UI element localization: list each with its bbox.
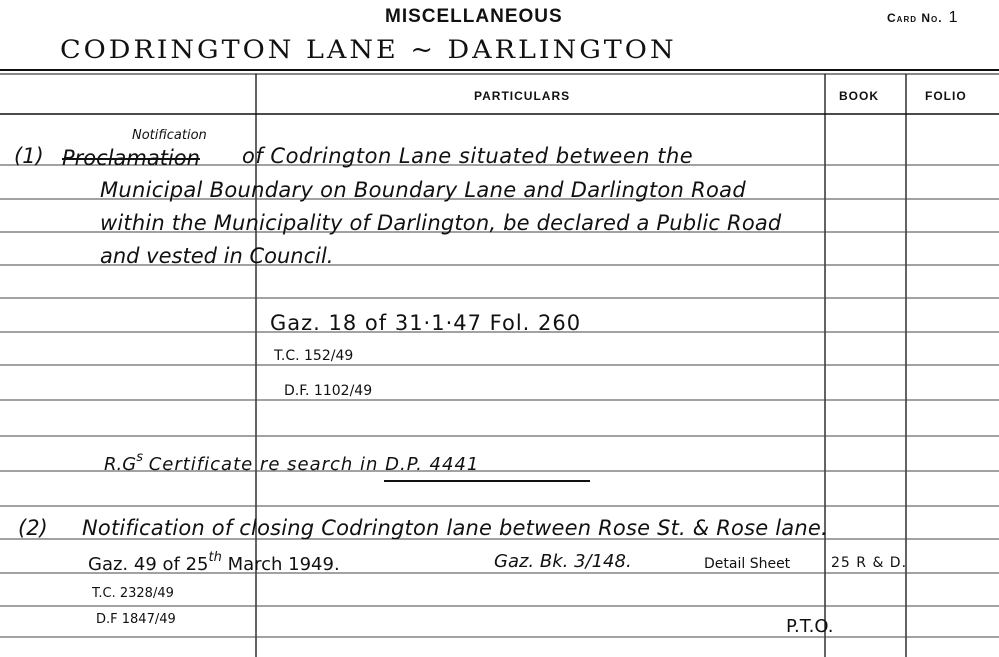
road-title: CODRINGTON LANE ~ DARLINGTON [60, 36, 677, 65]
entry1-line3: within the Municipality of Darlington, be declared a Public Road [100, 211, 782, 235]
entry1-insert-word: Notification [132, 128, 207, 143]
entry2-book-ref: 25 R & D. [831, 555, 908, 571]
entry2-gaz-sup: th [208, 550, 222, 565]
column-header-book: BOOK [839, 89, 879, 103]
entry2-df-ref: D.F 1847/49 [96, 612, 176, 627]
card-category-title: MISCELLANEOUS [385, 6, 563, 27]
entry1-gazette-ref: Gaz. 18 of 31·1·47 Fol. 260 [270, 311, 582, 335]
entry1-struck-word: Proclamation [62, 146, 200, 170]
entry1-rg-text: Certificate re search in D.P. 4441 [148, 454, 480, 475]
entry1-rg-sup: s [136, 450, 143, 465]
entry1-tc-ref: T.C. 152/49 [274, 348, 354, 364]
entry2-tc-ref: T.C. 2328/49 [92, 586, 174, 601]
entry1-rg-certificate [104, 450, 479, 475]
card-number-value: 1 [948, 9, 959, 26]
entry2-gaz-prefix: Gaz. 49 of 25 [88, 554, 209, 575]
entry1-line1: of Codrington Lane situated between the [242, 144, 694, 168]
entry1-line2: Municipal Boundary on Boundary Lane and Darlington Road [100, 178, 746, 202]
entry2-gaz-rest: March 1949. [227, 554, 340, 575]
entry2-line1: Notification of closing Codrington lane between Rose St. & Rose lane. [82, 516, 828, 540]
entry2-detail-sheet: Detail Sheet [704, 556, 791, 572]
card-number-label [887, 9, 958, 27]
entry2-gaz-book: Gaz. Bk. 3/148. [494, 551, 632, 572]
entry1-rg-prefix: R.G [104, 454, 137, 475]
entry1-line4: and vested in Council. [100, 244, 334, 268]
entry2-pto: P.T.O. [786, 616, 834, 637]
entry1-number: (1) [14, 144, 44, 168]
entry1-df-ref: D.F. 1102/49 [284, 383, 373, 399]
entry2-gazette-ref [88, 550, 340, 575]
column-header-folio: FOLIO [925, 89, 967, 103]
card-number-caption: Card No. [887, 11, 943, 25]
column-header-particulars: PARTICULARS [474, 89, 571, 103]
entry2-number: (2) [18, 516, 48, 540]
